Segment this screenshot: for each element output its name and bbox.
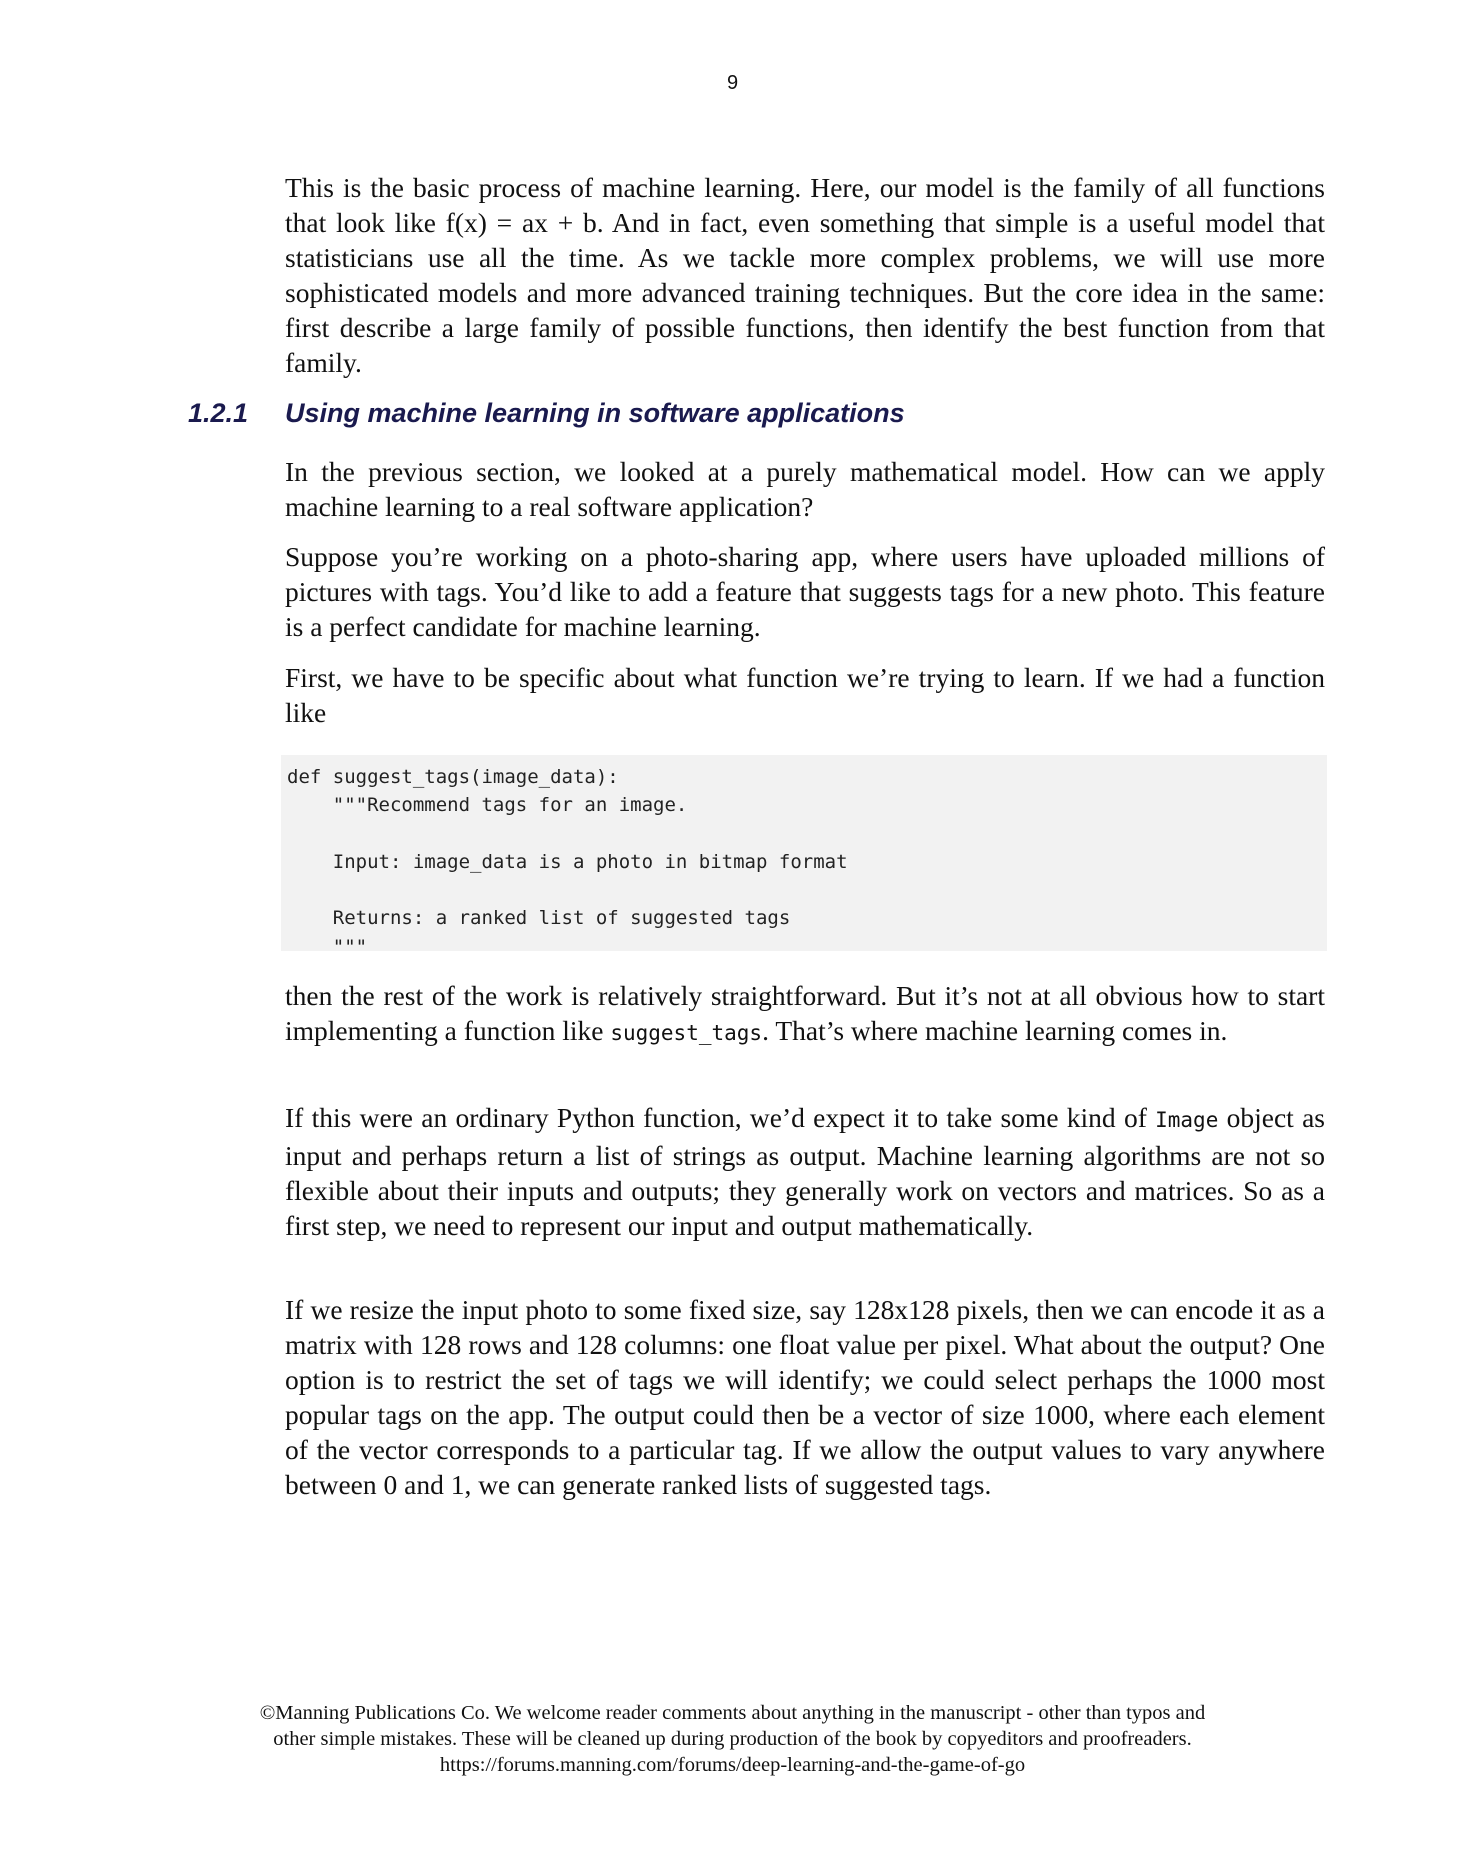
- text: object as input and perhaps return a list of strings as output. Machine learning algorithms are not so flexible about their inputs and outputs; they generally work on vectors and matrices. So as a first step, we need to represent our input and output mathematically.: [285, 1102, 1325, 1241]
- section-heading: [188, 398, 905, 429]
- text: If this were an ordinary Python function, we’d expect it to take some kind of: [285, 1102, 1156, 1133]
- page-number: 9: [726, 72, 739, 94]
- paragraph-photo-app: Suppose you’re working on a photo-sharing app, where users have uploaded millions of pictures with tags. You’d like to add a feature that suggests tags for a new photo. This feature is a perfect candidate for machine learning.: [285, 541, 1325, 642]
- inline-code: suggest_tags: [610, 1021, 763, 1045]
- paragraph-function: First, we have to be specific about what function we’re trying to learn. If we had a function like: [285, 662, 1325, 728]
- text: . That’s where machine learning comes in.: [762, 1015, 1228, 1046]
- inline-code: Image: [1155, 1108, 1219, 1132]
- footer-line: ©Manning Publications Co. We welcome reader comments about anything in the manuscript - other than typos and: [259, 1702, 1206, 1724]
- code-block: [281, 755, 1327, 958]
- section-number: 1.2.1: [188, 398, 249, 428]
- footer-line: other simple mistakes. These will be cleaned up during production of the book by copyeditors and proofreaders.: [273, 1728, 1192, 1750]
- paragraph-resize: If we resize the input photo to some fixed size, say 128x128 pixels, then we can encode it as a matrix with 128 rows and 128 columns: one float value per pixel. What about the output? One option is to restrict the set of tags we will identify; we could select perhaps the 1000 most popular tags on the app. The output could then be a vector of size 1000, where each element of the vector corresponds to a particular tag. If we allow the output values to vary anywhere between 0 and 1, we can generate ranked lists of suggested tags.: [285, 1294, 1325, 1500]
- paragraph-python-function: [285, 1100, 1325, 1243]
- code-listing: def suggest_tags(image_data): """Recommend tags for an image. Input: image_data is a photo in bitmap format Returns: a ranked list of suggested tags """: [287, 766, 848, 958]
- paragraph-previous-section: In the previous section, we looked at a purely mathematical model. How can we apply machine learning to a real software application?: [285, 456, 1325, 522]
- section-title: Using machine learning in software applications: [285, 398, 905, 428]
- footer: [0, 1700, 1465, 1778]
- footer-url[interactable]: https://forums.manning.com/forums/deep-learning-and-the-game-of-go: [439, 1754, 1026, 1776]
- text: then the rest of the work is relatively straightforward. But it’s not at all obvious how to start implementing a function like: [285, 980, 1325, 1046]
- paragraph-straightforward: [285, 978, 1325, 1051]
- paragraph-intro: This is the basic process of machine learning. Here, our model is the family of all functions that look like f(x) = ax + b. And in fact, even something that simple is a useful model that statisticians use all the time. As we tackle more complex problems, we will use more sophisticated models and more advanced training techniques. But the core idea in the same: first describe a large family of possible functions, then identify the best function from that family.: [285, 172, 1325, 378]
